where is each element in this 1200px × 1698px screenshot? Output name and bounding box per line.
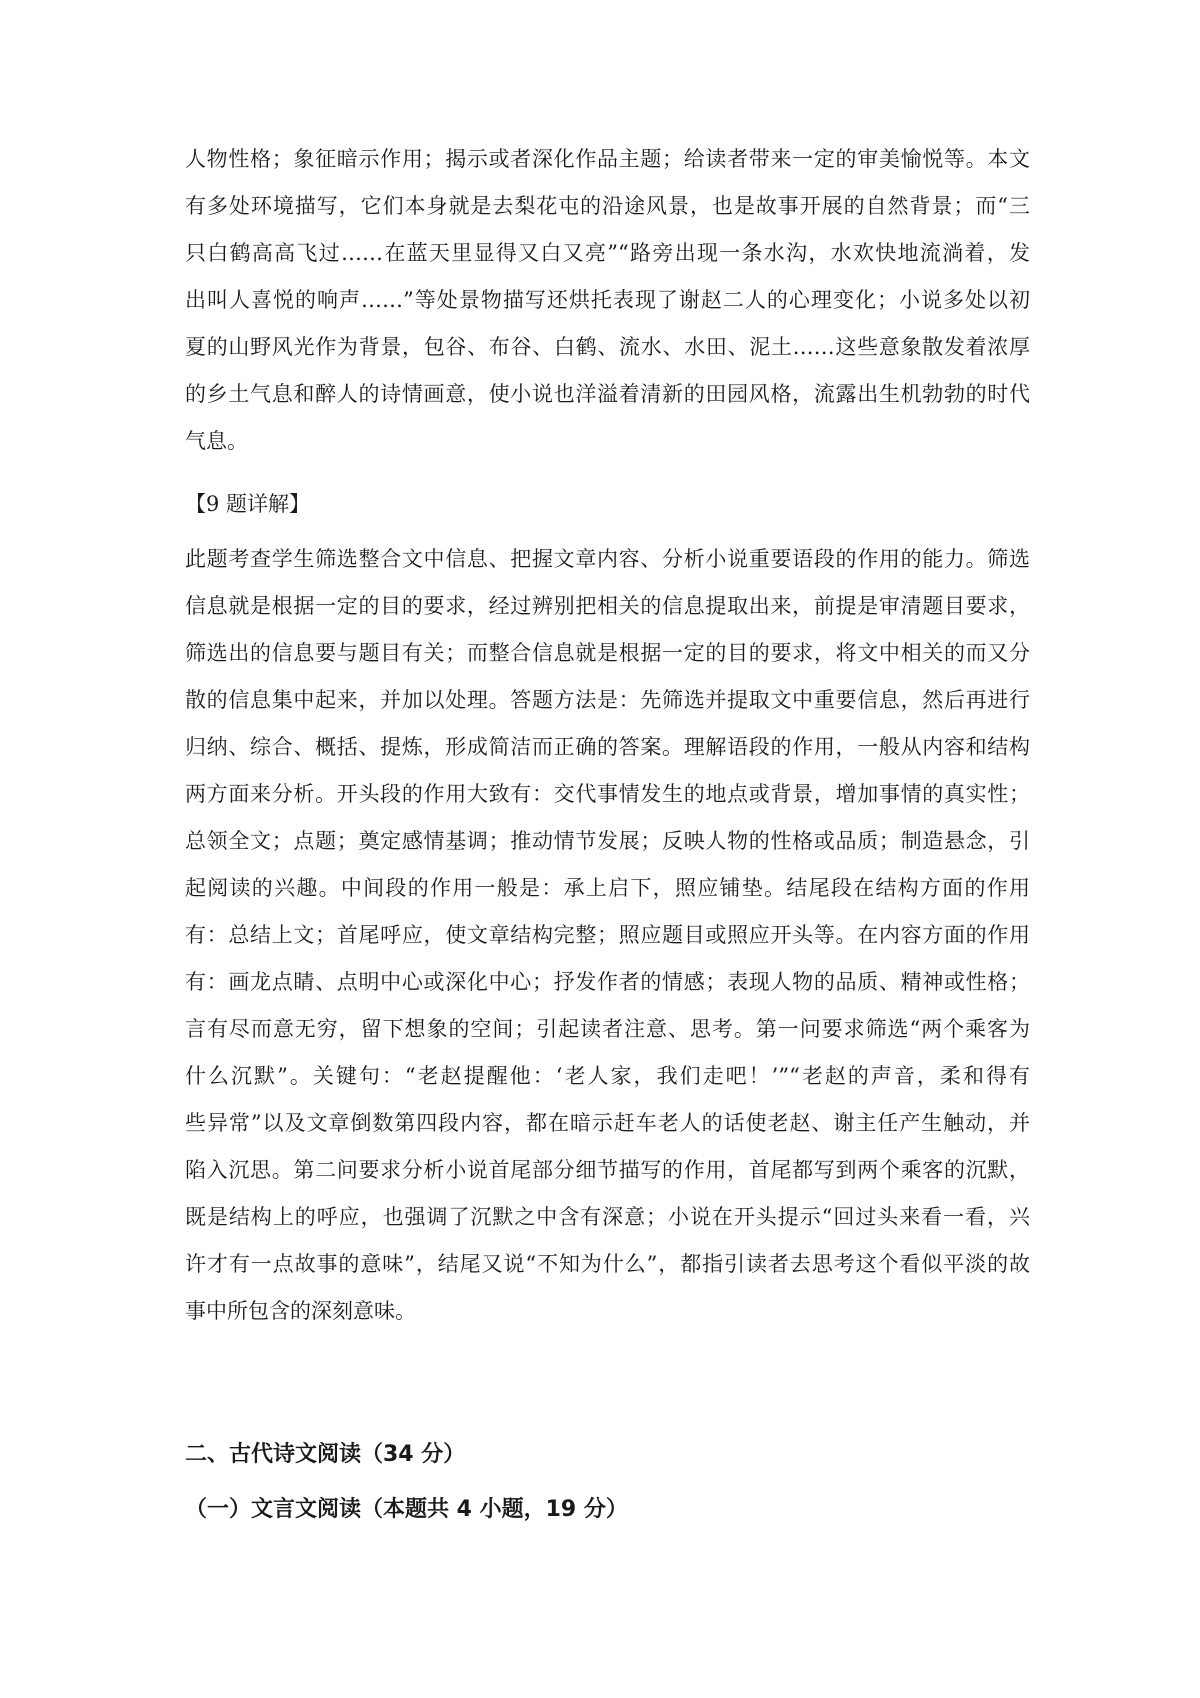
paragraph2-line: 信息就是根据一定的目的要求，经过辨别把相关的信息提取出来，前提是审清题目要求，: [185, 594, 1030, 618]
paragraph2-line: 既是结构上的呼应，也强调了沉默之中含有深意；小说在开头提示“回过头来看一看，兴: [185, 1205, 1030, 1229]
paragraph2-line: 筛选出的信息要与题目有关；而整合信息就是根据一定的目的要求，将文中相关的而又分: [185, 641, 1030, 665]
paragraph1-line: 夏的山野风光作为背景，包谷、布谷、白鹤、流水、水田、泥土……这些意象散发着浓厚: [185, 335, 1030, 359]
paragraph2-line: 有：总结上文；首尾呼应，使文章结构完整；照应题目或照应开头等。在内容方面的作用: [185, 923, 1030, 947]
paragraph1-line: 有多处环境描写，它们本身就是去梨花屯的沿途风景，也是故事开展的自然背景；而“三: [185, 194, 1030, 218]
paragraph1-line: 出叫人喜悦的响声……”等处景物描写还烘托表现了谢赵二人的心理变化；小说多处以初: [185, 288, 1030, 312]
paragraph2-line: 事中所包含的深刻意味。: [185, 1299, 416, 1323]
paragraph2-line: 归纳、综合、概括、提炼，形成简洁而正确的答案。理解语段的作用，一般从内容和结构: [185, 735, 1030, 759]
paragraph2-line: 总领全文；点题；奠定感情基调；推动情节发展；反映人物的性格或品质；制造悬念，引: [185, 829, 1030, 853]
section-heading: 二、古代诗文阅读（34 分）: [185, 1442, 466, 1467]
paragraph2-line: 陷入沉思。第二问要求分析小说首尾部分细节描写的作用，首尾都写到两个乘客的沉默，: [185, 1158, 1030, 1182]
paragraph2-line: 此题考查学生筛选整合文中信息、把握文章内容、分析小说重要语段的作用的能力。筛选: [185, 547, 1030, 571]
paragraph2-line: 言有尽而意无穷，留下想象的空间；引起读者注意、思考。第一问要求筛选“两个乘客为: [185, 1017, 1030, 1041]
paragraph2-line: 有：画龙点睛、点明中心或深化中心；抒发作者的情感；表现人物的品质、精神或性格；: [185, 970, 1030, 994]
paragraph1-line: 的乡土气息和醉人的诗情画意，使小说也洋溢着清新的田园风格，流露出生机勃勃的时代: [185, 382, 1030, 406]
paragraph2-line: 许才有一点故事的意味”，结尾又说“不知为什么”，都指引读者去思考这个看似平淡的故: [185, 1252, 1030, 1276]
paragraph2-line: 些异常”以及文章倒数第四段内容，都在暗示赶车老人的话使老赵、谢主任产生触动，并: [185, 1111, 1030, 1135]
paragraph1-line: 人物性格；象征暗示作用；揭示或者深化作品主题；给读者带来一定的审美愉悦等。本文: [185, 147, 1030, 171]
paragraph2-line: 散的信息集中起来，并加以处理。答题方法是：先筛选并提取文中重要信息，然后再进行: [185, 688, 1030, 712]
paragraph2-line: 什么沉默”。关键句：“老赵提醒他：‘老人家，我们走吧！’”“老赵的声音，柔和得有: [185, 1064, 1030, 1088]
paragraph1-line: 只白鹤高高飞过……在蓝天里显得又白又亮”“路旁出现一条水沟，水欢快地流淌着，发: [185, 241, 1030, 265]
subsection-heading: （一）文言文阅读（本题共 4 小题，19 分）: [185, 1497, 628, 1522]
paragraph2-line: 两方面来分析。开头段的作用大致有：交代事情发生的地点或背景，增加事情的真实性；: [185, 782, 1030, 806]
paragraph1-line: 气息。: [185, 429, 248, 453]
section-label: 【9 题详解】: [185, 492, 311, 516]
paragraph2-line: 起阅读的兴趣。中间段的作用一般是：承上启下，照应铺垫。结尾段在结构方面的作用: [185, 876, 1030, 900]
